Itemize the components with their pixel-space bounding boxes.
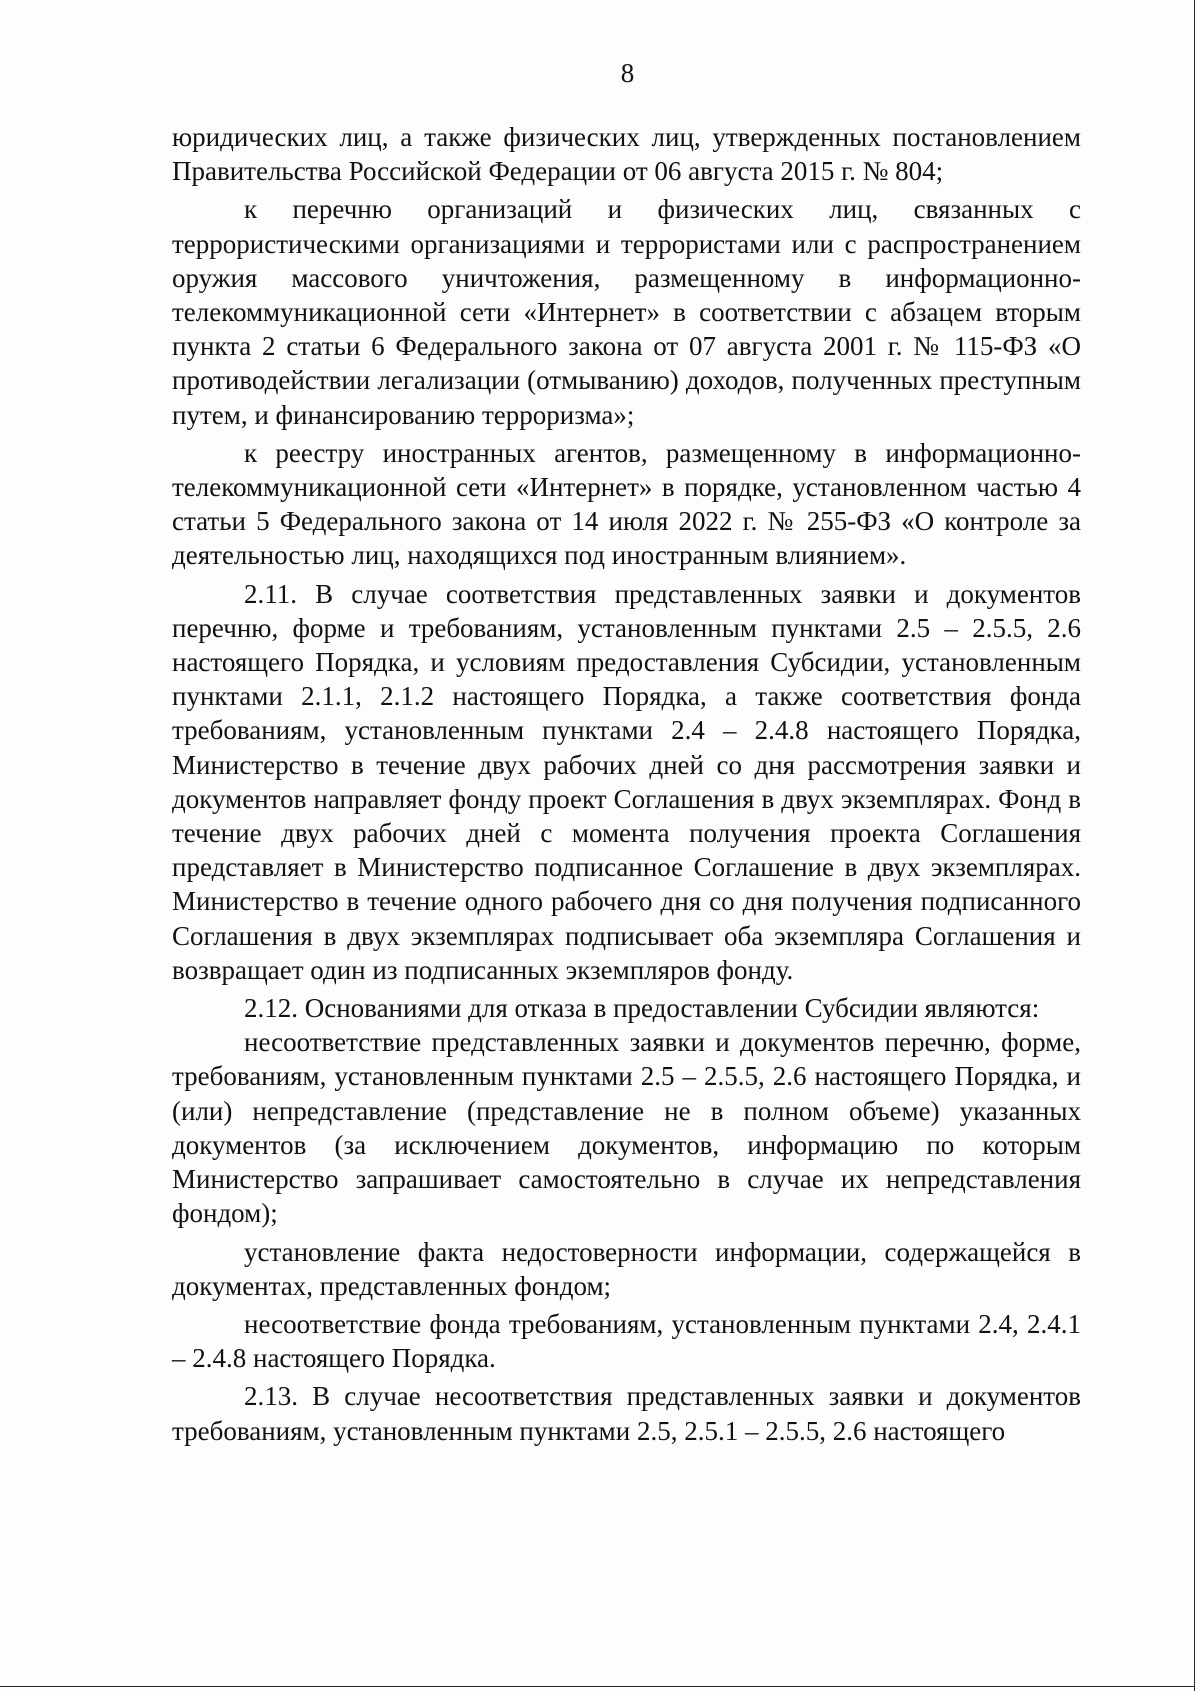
paragraph-foreign-agents: к реестру иностранных агентов, размещенному в информационно-телекоммуникационной сети «Интернет» в порядке, установленном частью 4 статьи 5 Федерального закона от 14 июля 2022 г. № 255-ФЗ «О контроле за деятельностью лиц, находящихся под иностранным влиянием». xyxy=(172,437,1081,571)
page-edge-bottom xyxy=(0,1686,1195,1687)
paragraph-2-11: 2.11. В случае соответствия представленных заявки и документов перечню, форме и требованиям, установленным пунктами 2.5 – 2.5.5, 2.6 настоящего Порядка, и условиям предоставления Субсидии, установленным пунктами 2.1.1, 2.1.2 настоящего Порядка, а также соответствия фонда требованиям, установленным пунктами 2.4 – 2.4.8 настоящего Порядка, Министерство в течение двух рабочих дней со дня рассмотрения заявки и документов направляет фонду проект Соглашения в двух экземплярах. Фонд в течение двух рабочих дней с момента получения проекта Соглашения представляет в Министерство подписанное Соглашение в двух экземплярах. Министерство в течение одного рабочего дня со дня получения подписанного Соглашения в двух экземплярах подписывает оба экземпляра Соглашения и возвращает один из подписанных экземпляров фонду. xyxy=(172,578,1081,985)
page-edge-right xyxy=(1194,0,1195,1691)
paragraph-2-13: 2.13. В случае несоответствия представленных заявки и документов требованиям, установленным пунктами 2.5, 2.5.1 – 2.5.5, 2.6 настоящего xyxy=(172,1381,1081,1446)
paragraph-continuation: юридических лиц, а также физических лиц, утвержденных постановлением Правительства Российской Федерации от 06 августа 2015 г. № 804; xyxy=(172,122,1081,187)
paragraph-2-12: 2.12. Основаниями для отказа в предоставлении Субсидии являются: xyxy=(244,993,1040,1024)
page-number: 8 xyxy=(620,58,635,88)
paragraph-terrorist-list: к перечню организаций и физических лиц, связанных с террористическими организациями и террористами или с распространением оружия массового уничтожения, размещенному в информационно-телекоммуникационной сети «Интернет» в соответствии с абзацем вторым пункта 2 статьи 6 Федерального закона от 07 августа 2001 г. № 115-ФЗ «О противодействии легализации (отмыванию) доходов, полученных преступным путем, и финансированию терроризма»; xyxy=(172,194,1081,430)
paragraph-refusal-reason-2: установление факта недостоверности информации, содержащейся в документах, представленных фондом; xyxy=(172,1236,1081,1301)
document-body xyxy=(172,120,1081,1448)
paragraph-refusal-reason-1: несоответствие представленных заявки и документов перечню, форме, требованиям, установленным пунктами 2.5 – 2.5.5, 2.6 настоящего Порядка, и (или) непредставление (представление не в полном объеме) указанных документов (за исключением документов, информацию по которым Министерство запрашивает самостоятельно в случае их непредставления фондом); xyxy=(172,1027,1081,1229)
paragraph-refusal-reason-3: несоответствие фонда требованиям, установленным пунктами 2.4, 2.4.1 – 2.4.8 настоящего Порядка. xyxy=(172,1308,1081,1374)
